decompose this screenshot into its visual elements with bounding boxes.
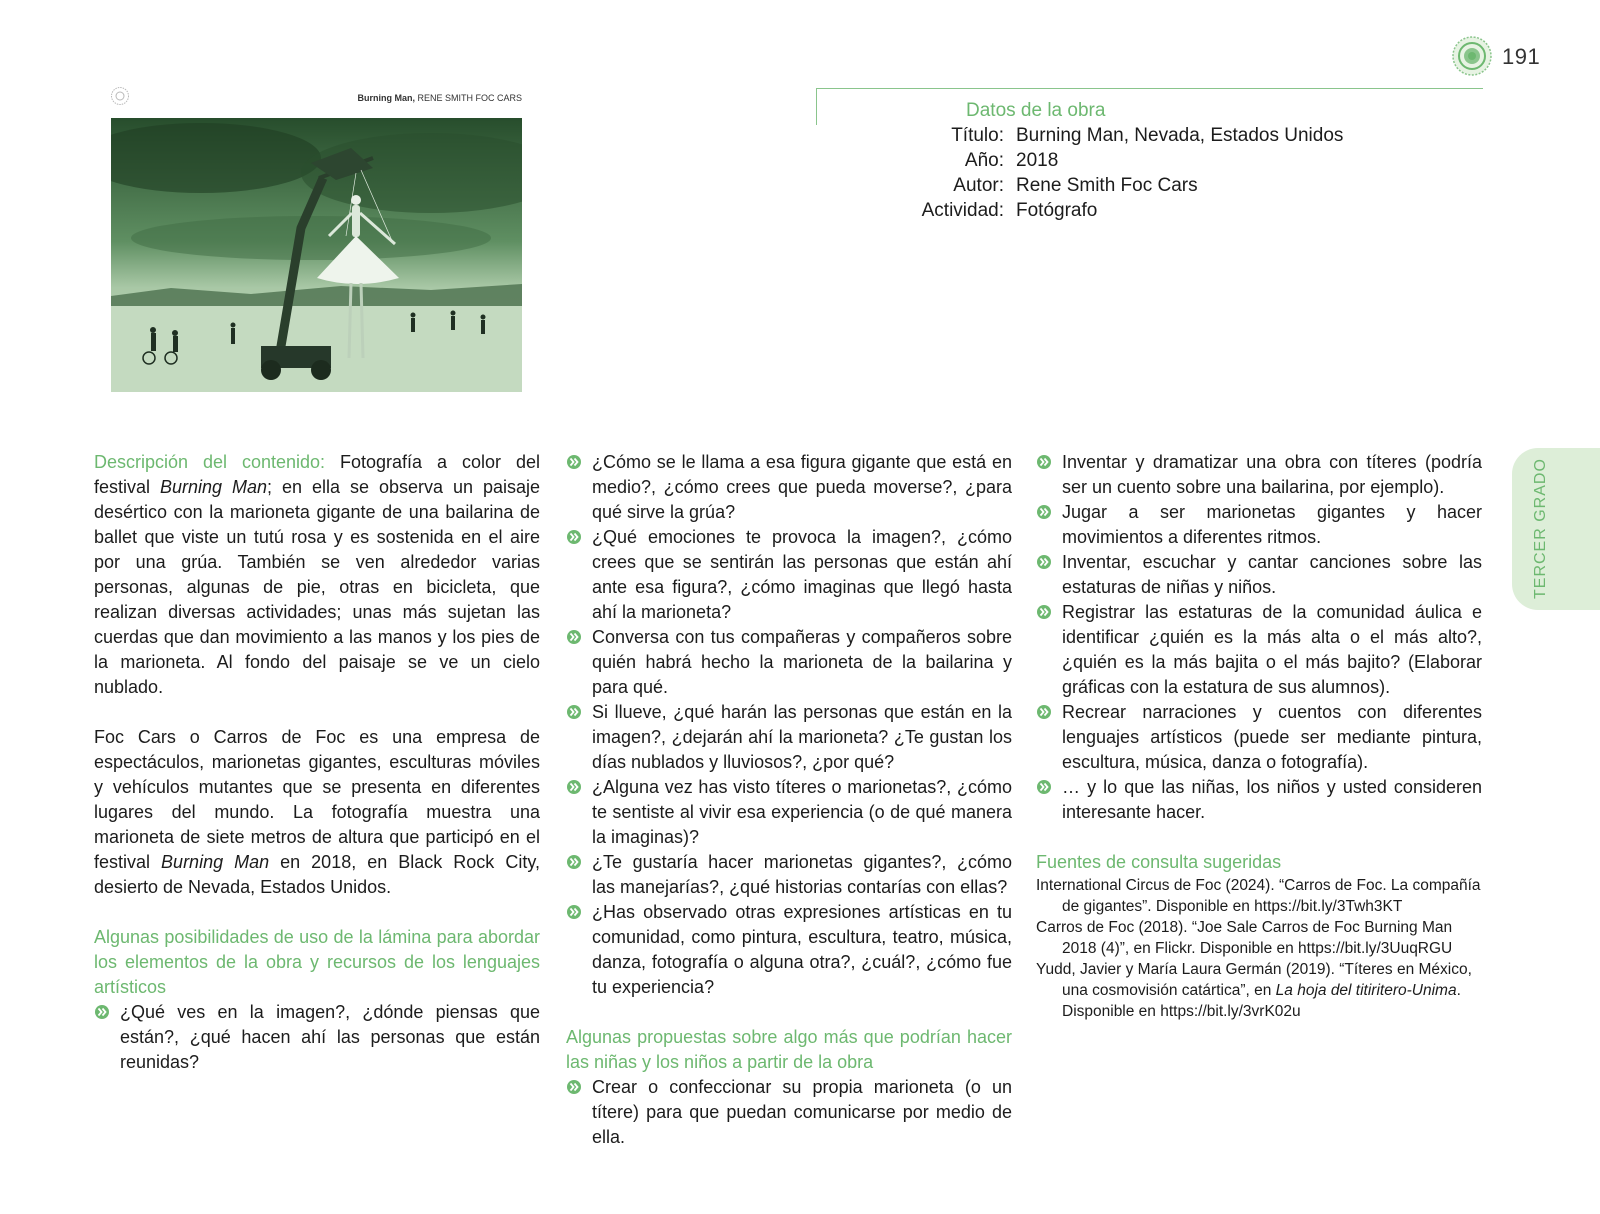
double-chevron-icon: [566, 529, 582, 545]
list-item-text: Crear o confeccionar su propia marioneta (o un títere) para que puedan comunicarse por medio de ella.: [592, 1077, 1012, 1147]
list-item-text: Inventar, escuchar y cantar canciones sobre las estaturas de niñas y niños.: [1062, 552, 1482, 597]
double-chevron-icon: [1036, 554, 1052, 570]
double-chevron-icon: [566, 1079, 582, 1095]
source-item: International Circus de Foc (2024). “Carros de Foc. La compañía de gigantes”. Disponible en https://bit.ly/3Twh3KT: [1036, 877, 1481, 915]
list-item: [566, 900, 1012, 1000]
column-3: [1036, 450, 1482, 1022]
source-item: [1036, 959, 1482, 1022]
list-item-text: Si llueve, ¿qué harán las personas que están en la imagen?, ¿dejarán ahí la marioneta? ¿Te gustan los días nublados y lluviosos?, ¿por qué?: [592, 702, 1012, 772]
datos-heading: Datos de la obra: [966, 100, 1106, 121]
list-item-text: Inventar y dramatizar una obra con títeres (podría ser un cuento sobre una bailarina, por ejemplo).: [1062, 452, 1482, 497]
list-item-text: Recrear narraciones y cuentos con diferentes lenguajes artísticos (puede ser mediante pintura, escultura, música, danza o fotografía).: [1062, 702, 1482, 772]
content-description: [94, 450, 540, 700]
double-chevron-icon: [1036, 504, 1052, 520]
list-item-text: ¿Te gustaría hacer marionetas gigantes?, ¿cómo las manejarías?, ¿qué historias contarías con ellas?: [592, 852, 1012, 897]
double-chevron-icon: [94, 1004, 110, 1020]
activities-list: [1036, 450, 1482, 825]
foc-emphasis: Burning Man: [161, 852, 270, 872]
photo-caption: [300, 93, 522, 103]
proposals-heading: Algunas propuestas sobre algo más que podrían hacer las niñas y los niños a partir de la obra: [566, 1027, 1012, 1072]
caption-credit: RENE SMITH FOC CARS: [417, 93, 522, 103]
list-item-text: ¿Has observado otras expresiones artísticas en tu comunidad, como pintura, escultura, teatro, música, danza, fotografía o alguna otra?, ¿cuál?, ¿cómo fue tu experiencia?: [592, 902, 1012, 997]
list-item-text: … y lo que las niñas, los niños y usted consideren interesante hacer.: [1062, 777, 1482, 822]
source-text-2: . Disponible en https://bit.ly/3vrK02u: [1062, 982, 1461, 1020]
double-chevron-icon: [1036, 704, 1052, 720]
column-1: [94, 450, 540, 1075]
datos-label-anio: Año:: [964, 150, 1004, 171]
uses-heading: Algunas posibilidades de uso de la lámina para abordar los elementos de la obra y recursos de los lenguajes artísticos: [94, 927, 540, 997]
list-item: [1036, 700, 1482, 775]
datos-value-anio: 2018: [1016, 150, 1059, 171]
datos-label-autor: Autor:: [953, 175, 1004, 196]
foc-text: Foc Cars o Carros de Foc es una empresa de espectáculos, marionetas gigantes, esculturas móviles y vehículos mutantes que se presenta en diferentes lugares del mundo. La fotografía muestra una marioneta de siete metros de altura que participó en el festival: [94, 727, 540, 872]
proposals-list: [566, 1075, 1012, 1150]
grade-label: TERCER GRADO: [1532, 458, 1549, 600]
datos-label-actividad: Actividad:: [921, 200, 1004, 221]
description-label: Descripción del contenido:: [94, 452, 326, 472]
column-2: [566, 450, 1012, 1150]
book-emblem-icon: [1452, 36, 1492, 76]
list-item: [566, 450, 1012, 525]
datos-frame: [816, 88, 1483, 125]
datos-value-titulo: Burning Man, Nevada, Estados Unidos: [1016, 125, 1344, 146]
list-item: [566, 775, 1012, 850]
list-item-text: ¿Qué emociones te provoca la imagen?, ¿cómo crees que se sentirán las personas que están ahí ante esa figura?, ¿cómo imaginas que llegó hasta ahí la marioneta?: [592, 527, 1012, 622]
burning-man-photo: [111, 118, 522, 392]
list-item: [1036, 775, 1482, 825]
list-item-text: Jugar a ser marionetas gigantes y hacer movimientos a diferentes ritmos.: [1062, 502, 1482, 547]
datos-value-actividad: Fotógrafo: [1016, 200, 1098, 221]
double-chevron-icon: [566, 704, 582, 720]
list-item: [1036, 450, 1482, 500]
caption-title: Burning Man,: [357, 93, 415, 103]
uses-list: [94, 1000, 540, 1075]
list-item-text: Conversa con tus compañeras y compañeros sobre quién habrá hecho la marioneta de la bailarina y para qué.: [592, 627, 1012, 697]
grade-side-tab: [1512, 448, 1600, 610]
list-item: [566, 700, 1012, 775]
sources-heading: Fuentes de consulta sugeridas: [1036, 852, 1282, 872]
description-text-2: ; en ella se observa un paisaje desértico con la marioneta gigante de una bailarina de ballet que viste un tutú rosa y es sostenida en el aire por una grúa. También se ven alrededor varias personas, algunas de pie, otras en bicicleta, que realizan diversas actividades; unas más sujetan las cuerdas que dan movimiento a las manos y los pies de la marioneta. Al fondo del paisaje se ve un cielo nublado.: [94, 477, 540, 697]
list-item-text: Registrar las estaturas de la comunidad áulica e identificar ¿quién es la más alta o el más alto?, ¿quién es la más bajita o el más bajito? (Elaborar gráficas con la estatura de sus alumnos).: [1062, 602, 1482, 697]
list-item-text: ¿Alguna vez has visto títeres o marionetas?, ¿cómo te sentiste al vivir esa experiencia (o de qué manera la imaginas)?: [592, 777, 1012, 847]
emblem-icon: [110, 86, 130, 106]
questions-list: [566, 450, 1012, 1000]
double-chevron-icon: [566, 454, 582, 470]
foc-cars-paragraph: [94, 725, 540, 900]
double-chevron-icon: [1036, 604, 1052, 620]
list-item: [566, 850, 1012, 900]
list-item: [566, 1075, 1012, 1150]
list-item: [1036, 600, 1482, 700]
source-item: Carros de Foc (2018). “Joe Sale Carros de Foc Burning Man 2018 (4)”, en Flickr. Disponible en https://bit.ly/3UuqRGU: [1036, 919, 1453, 957]
list-item: [566, 625, 1012, 700]
source-emphasis: La hoja del titiritero-Unima: [1275, 982, 1457, 999]
sources-list: [1036, 875, 1482, 1022]
double-chevron-icon: [566, 629, 582, 645]
foc-text-2: en 2018, en Black Rock City, desierto de Nevada, Estados Unidos.: [94, 852, 540, 897]
datos-value-autor: Rene Smith Foc Cars: [1016, 175, 1198, 196]
list-item: [1036, 550, 1482, 600]
description-emphasis: Burning Man: [160, 477, 268, 497]
description-text: Fotografía a color del festival: [94, 452, 540, 497]
list-item: [566, 525, 1012, 625]
list-item-text: ¿Qué ves en la imagen?, ¿dónde piensas que están?, ¿qué hacen ahí las personas que están reunidas?: [120, 1002, 540, 1072]
page-number: 191: [1502, 44, 1541, 69]
double-chevron-icon: [1036, 779, 1052, 795]
list-item-text: ¿Cómo se le llama a esa figura gigante que está en medio?, ¿cómo crees que pueda moverse?, ¿para qué sirve la grúa?: [592, 452, 1012, 522]
list-item: [1036, 500, 1482, 550]
source-text: Yudd, Javier y María Laura Germán (2019). “Títeres en México, una cosmovisión catártica”, en: [1036, 961, 1472, 999]
list-item: [94, 1000, 540, 1075]
double-chevron-icon: [1036, 454, 1052, 470]
double-chevron-icon: [566, 854, 582, 870]
datos-label-titulo: Título:: [951, 125, 1004, 146]
double-chevron-icon: [566, 779, 582, 795]
double-chevron-icon: [566, 904, 582, 920]
